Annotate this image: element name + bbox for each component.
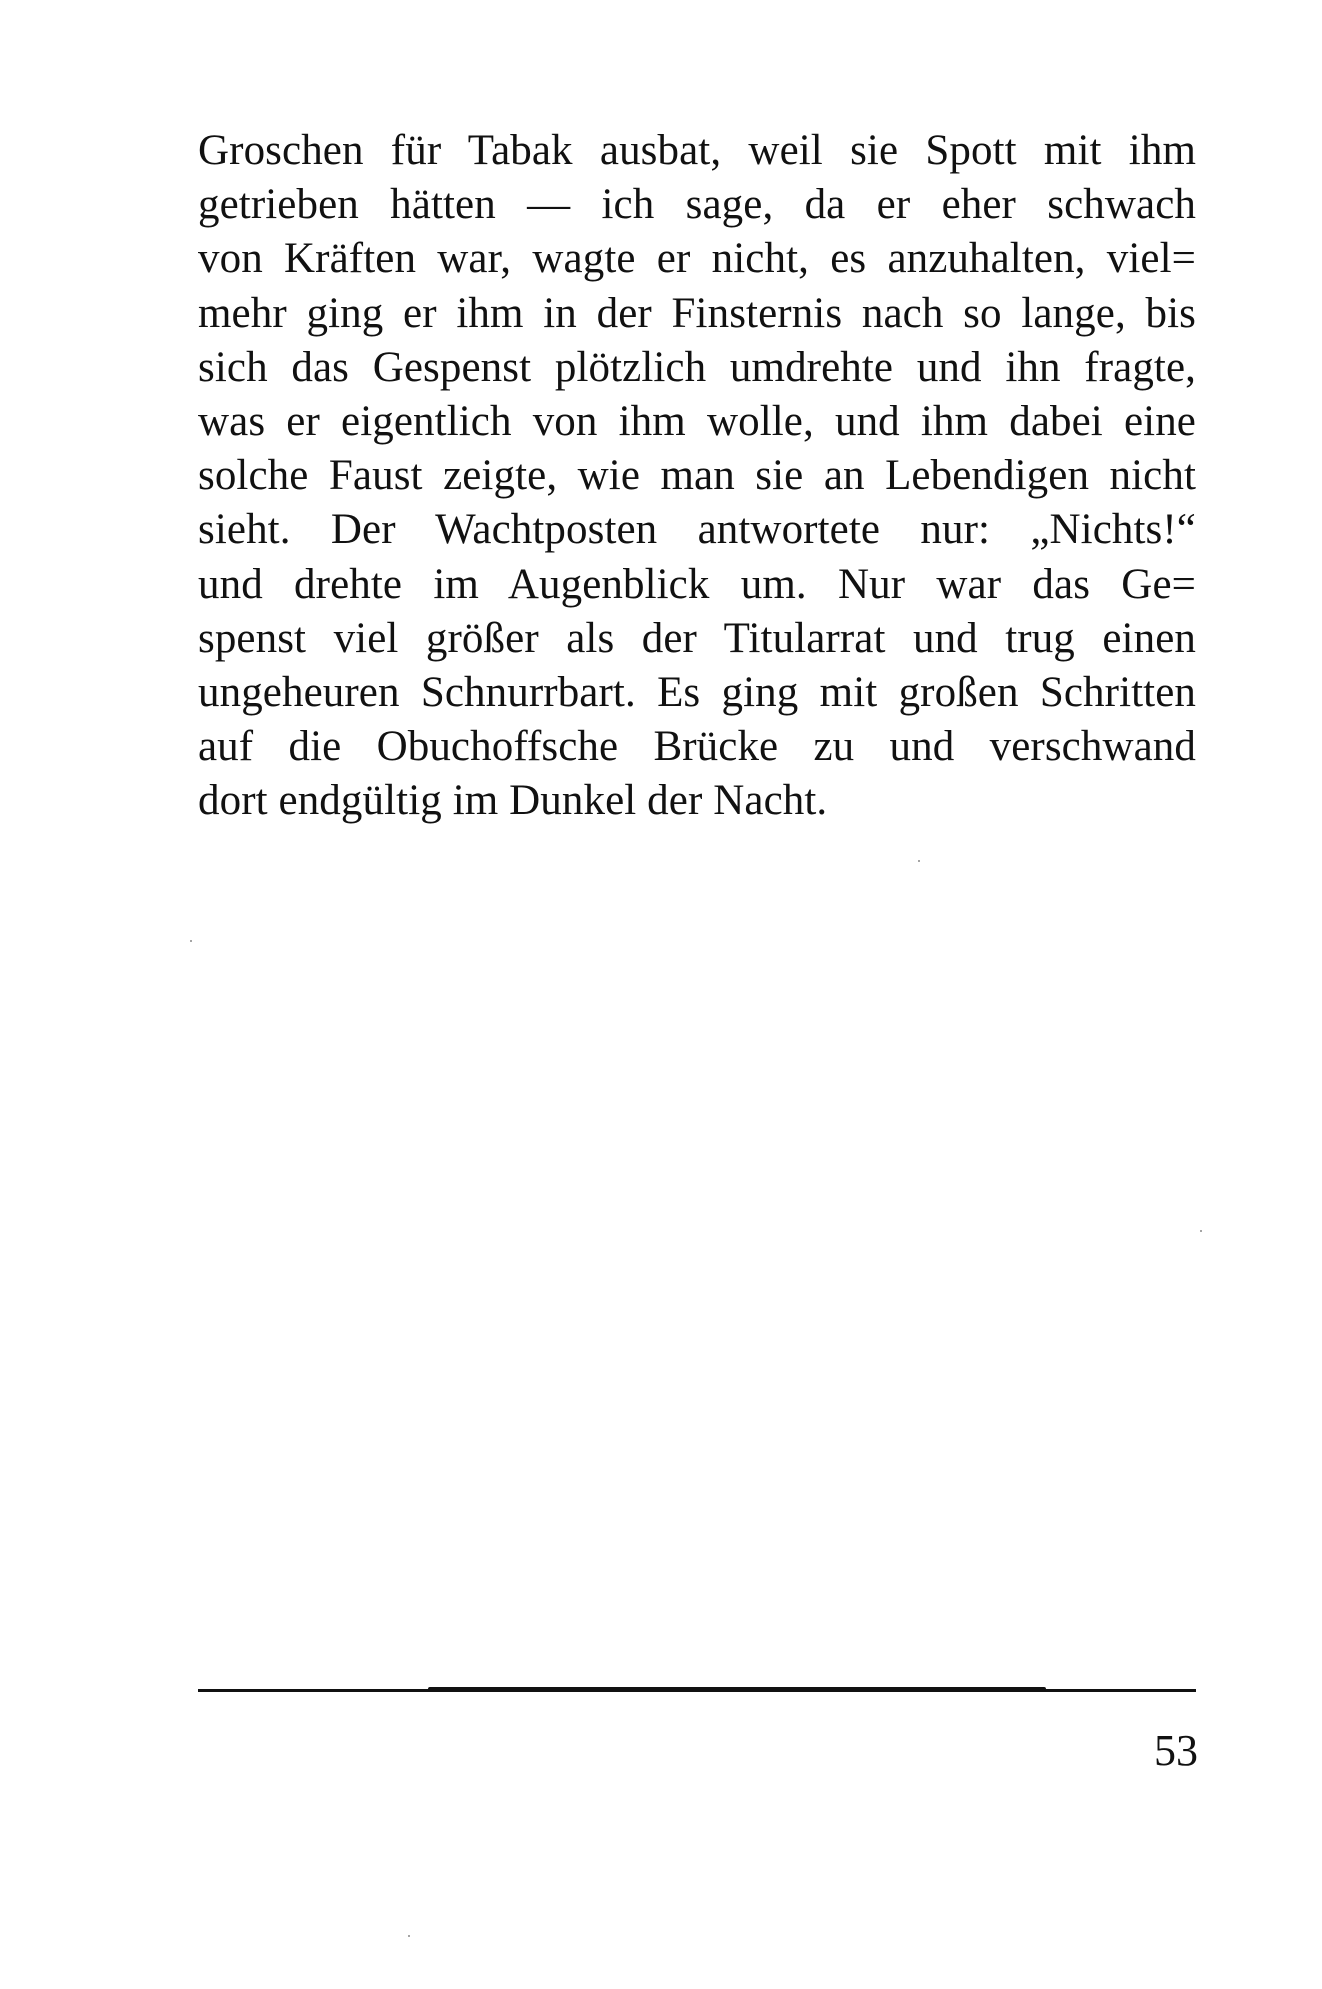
paper-speck (1200, 1230, 1202, 1232)
text-line: und drehte im Augenblick um. Nur war das Ge= (198, 560, 1196, 608)
text-line: Groschen für Tabak ausbat, weil sie Spott mit ihm (198, 127, 1196, 174)
text-line: mehr ging er ihm in der Finsternis nach so lange, bis (198, 289, 1196, 337)
text-line: auf die Obuchoffsche Brücke zu und verschwand (198, 723, 1196, 771)
text-line: von Kräften war, wagte er nicht, es anzuhalten, viel= (198, 235, 1196, 283)
paper-speck (190, 940, 192, 942)
text-line: solche Faust zeigte, wie man sie an Lebendigen nicht (198, 452, 1196, 500)
paper-speck (918, 860, 920, 862)
paper-speck (408, 1935, 410, 1937)
text-line: was er eigentlich von ihm wolle, und ihm dabei eine (198, 397, 1196, 445)
page-number: 53 (1154, 1726, 1198, 1775)
footer-rule (198, 1689, 1196, 1692)
text-line: sieht. Der Wachtposten antwortete nur: „Nichts!“ (198, 506, 1196, 554)
text-line: sich das Gespenst plötzlich umdrehte und ihn fragte, (198, 343, 1196, 391)
text-line: ungeheuren Schnurrbart. Es ging mit großen Schritten (198, 668, 1196, 716)
text-line: getrieben hätten — ich sage, da er eher schwach (198, 181, 1196, 229)
text-line: spenst viel größer als der Titularrat und trug einen (198, 614, 1196, 662)
body-text (198, 124, 1196, 828)
text-line: dort endgültig im Dunkel der Nacht. (198, 777, 828, 825)
